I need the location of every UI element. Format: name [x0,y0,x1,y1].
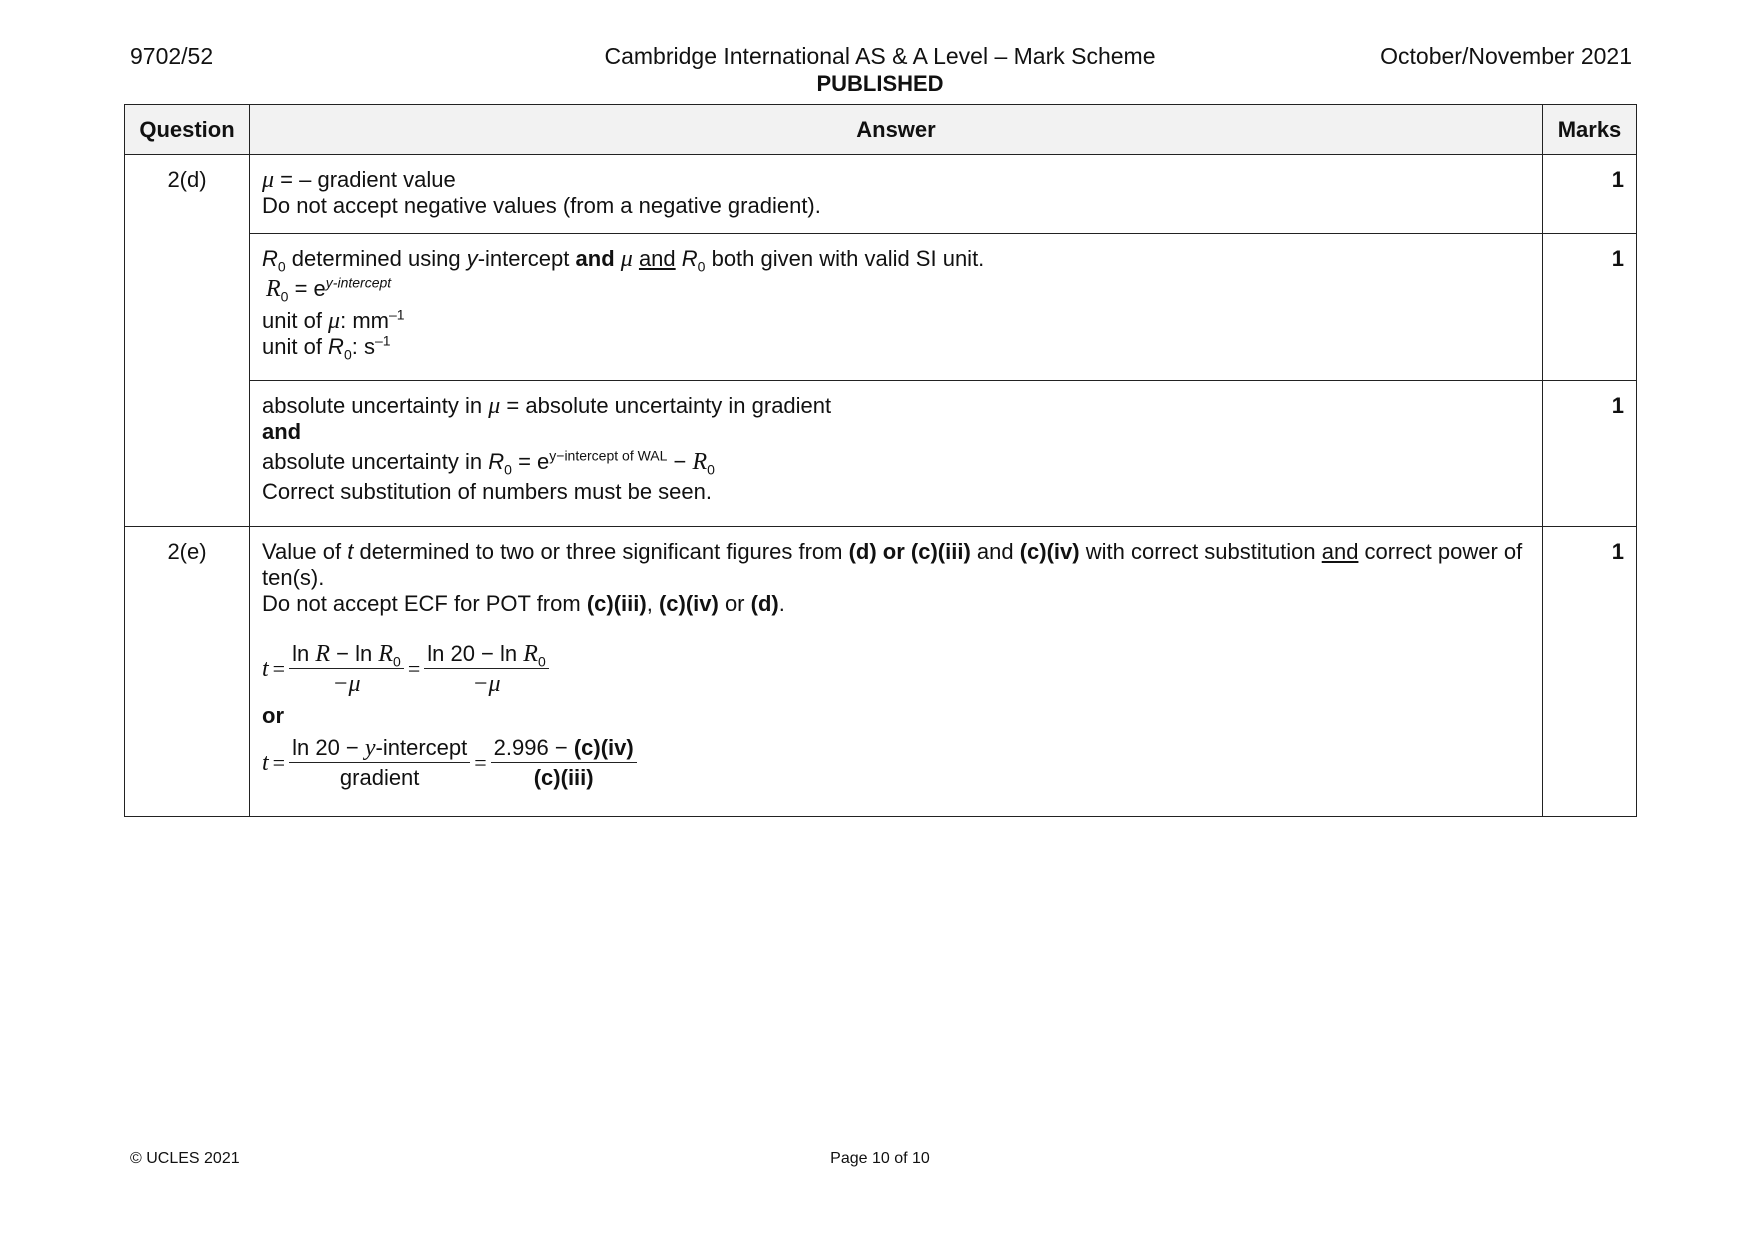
subscript: 0 [504,461,512,478]
numerator-text: 2.996 − [493,735,574,760]
numerator-text: ln 20 − ln [427,641,518,666]
answer-text: unit of [262,334,329,359]
r-symbol: R [328,334,344,359]
title: Cambridge International AS & A Level – Mark Scheme [604,43,1156,69]
answer-text: -intercept [477,246,576,271]
y-symbol: y [466,246,478,271]
mark-value: 1 [1543,527,1637,817]
r-symbol: R [262,246,278,271]
equation-text: = e [294,276,326,301]
numerator-text: ln [292,641,310,666]
copyright: © UCLES 2021 [130,1150,240,1167]
fraction [424,641,549,697]
r-symbol: R [378,641,394,667]
r-symbol: R [523,641,538,667]
question-number: 2(d) [125,155,250,527]
answer-cell [250,527,1543,817]
equals-sign: = [272,656,286,681]
underlined-and: and [1321,539,1359,564]
exam-session: October/November 2021 [1380,43,1632,69]
bold-and: and [262,419,302,444]
subscript: 0 [343,346,352,363]
answer-cell [250,234,1543,381]
subscript: 0 [697,258,706,275]
answer-text: and [970,539,1020,564]
subscript: 0 [393,653,401,670]
bold-reference: (c)(iii) [586,591,647,616]
r-symbol: R [692,449,708,475]
t-symbol: t [347,539,354,564]
mark-value: 1 [1543,234,1637,381]
numerator-text: -intercept [375,735,468,760]
answer-text: = absolute uncertainty in gradient [500,393,832,418]
equation-text: = e [511,449,550,474]
table-row [125,381,1637,527]
equals-sign: = [407,656,421,681]
denominator-text: −μ [472,671,501,697]
answer-text: = – gradient value [274,167,456,192]
mark-value: 1 [1543,155,1637,234]
question-number: 2(e) [125,527,250,817]
mu-symbol: μ [262,167,275,193]
exponent: y−intercept of WAL [549,447,668,464]
r-symbol: R [266,276,281,302]
fraction [491,735,637,791]
answer-text: . [778,591,785,616]
table-header-row [125,105,1637,155]
bold-reference: (c)(iii) [533,765,594,790]
page-number: Page 10 of 10 [830,1150,930,1167]
answer-text: : s [351,334,375,359]
mark-value: 1 [1543,381,1637,527]
table-row [125,527,1637,817]
header-marks: Marks [1543,105,1637,155]
answer-text: Value of [262,539,348,564]
r-symbol: R [681,246,698,271]
bold-reference: (c)(iv) [573,735,634,760]
answer-cell [250,155,1543,234]
table-row [125,234,1637,381]
subscript: 0 [277,258,286,275]
bold-reference: (d) [750,591,779,616]
bold-reference: (d) or (c)(iii) [848,539,971,564]
answer-text: correct power of ten(s). [262,539,1523,590]
underlined-and: and [638,246,676,271]
answer-text: absolute uncertainty in [262,449,489,474]
t-symbol: t [262,750,269,776]
paper-code: 9702/52 [130,43,214,69]
mark-scheme-table [124,104,1637,817]
fraction [289,641,404,697]
subscript: 0 [707,461,715,478]
exponent: y-intercept [325,274,392,291]
answer-text: , [646,591,659,616]
numerator-text: ln 20 − [292,735,365,760]
table-row [125,155,1637,234]
exponent: –1 [374,332,391,349]
mu-symbol: μ [488,393,501,419]
equation-1 [262,641,1530,697]
published-label: PUBLISHED [816,71,944,96]
denominator-text: gradient [339,765,420,790]
answer-text: or [718,591,751,616]
answer-text: Do not accept negative values (from a negative gradient). [262,193,821,218]
header-question: Question [125,105,250,155]
equation-text: − [667,449,693,474]
answer-text: both given with valid SI unit. [705,246,985,271]
header-answer: Answer [250,105,1543,155]
answer-cell [250,381,1543,527]
mu-symbol: μ [620,246,633,272]
bold-reference: (c)(iv) [1019,539,1080,564]
answer-text: Correct substitution of numbers must be seen. [262,479,712,504]
subscript: 0 [280,288,289,305]
y-symbol: y [364,735,376,761]
mu-symbol: μ [328,308,341,334]
equals-sign: = [272,750,286,775]
r-symbol: R [488,449,505,474]
exponent: –1 [388,306,405,323]
answer-text: determined to two or three significant figures from [353,539,849,564]
t-symbol: t [262,656,269,682]
bold-and: and [575,246,615,271]
equals-sign: = [474,750,487,775]
answer-text: Do not accept ECF for POT from [262,591,587,616]
answer-text: with correct substitution [1079,539,1322,564]
answer-text: unit of [262,308,329,333]
answer-text: determined using [285,246,467,271]
denominator-text: −μ [332,671,361,697]
bold-reference: (c)(iv) [658,591,719,616]
subscript: 0 [537,653,546,670]
r-symbol: R [315,641,331,667]
answer-text: : mm [340,308,389,333]
bold-or: or [262,703,284,728]
numerator-text: − ln [330,641,373,666]
fraction [289,735,470,791]
equation-2 [262,735,1530,791]
answer-text: absolute uncertainty in [262,393,489,418]
